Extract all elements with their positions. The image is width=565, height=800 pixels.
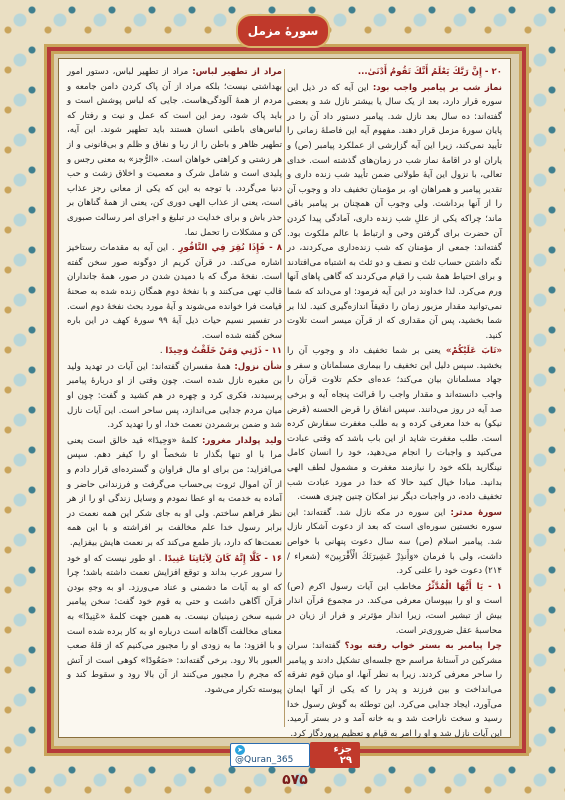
section-heading: سورهٔ مدثر: bbox=[450, 507, 502, 518]
body-text: مراد از تطهیر لباس، دستور امور بهداشتی نیست؛ بلکه مراد از آن پاک کردن دامن جامعه و مردم از همهٔ آلودگی‌هاست. جایی که لباس پوشش است و باید پاک شود، رمز این است که عمل و نیت و رفتار که لباس‌های باطنی انسان هستند باید تطهیر شوند. این آیه، تطهیر ظاهر و باطن را از ربا و نفاق و ظلم و بی‌قانونی و از هر زشتی و کراهتی خواهان است. «الرُّجز» به معنی رجس و پلیدی است و شامل شرک و معصیت و اخلاق زشت و حب دنیا می‌گردد. با توجه به این که یکی از معانی رجز عذاب است، یعنی از عذاب الهی دوری کن، یعنی از همهٔ گناهان بر حذر باش و برای خدایت در تبلیغ و اجرای امر رسالت صبوری کن و مشکلات را تحمل نما. bbox=[67, 67, 282, 238]
footer-badges bbox=[230, 742, 360, 768]
body-text: این آیه که در ذیل این سوره قرار دارد، بعد از یک سال یا بیشتر نازل شد و بعضی گفته‌اند: ده سال بعد نازل شد. پیامبر دستور داد آن را در پایان سورهٔ مزمل قرار دهند. مفهوم آیه این فاصلهٔ زمانی را تأیید نمی‌کند، زیرا این آیه گزارشی از عملکرد پیامبر (ص) و یاران او در اقامهٔ نماز شب در زمان‌های گذشته است. خدای تعالی، با نزول این آیهٔ طولانی ضمن تأیید شب زنده داری و تقدیر پیامبر و همراهان او، بر مؤمنان تخفیف داد و وجوب آن را از آنها برداشت. ولی وجوب آن همچنان بر پیامبر باقی ماند؛ چراکه یکی از عللِ شب زنده داری، آمادگی پیدا کردن آن حضرت برای گرفتن وحی و ارتباط با عالم ملکوت بود. گفته‌اند: جمعی از مؤمنان که شب زنده‌داری می‌کردند، در نگه داشتن حساب ثلث و نصف و دو ثلث به اشتباه می‌افتادند و برای احتیاط همهٔ شب را قیام می‌کردند که گاهی پاهای آنها ورم می‌کرد. لذا خداوند در این آیه فرمود: او می‌داند که شما نمی‌توانید مقدار مزبور زمان را دقیقاً اندازه‌گیری کنید. لذا بر شما بخشید، پس آن مقداری که از قرآن میسر است تلاوت کنید. bbox=[287, 82, 502, 341]
page-footer bbox=[230, 742, 360, 788]
right-column-paragraph bbox=[287, 81, 502, 344]
telegram-icon: ➤ bbox=[235, 745, 245, 755]
verse-text: ۱ - يَا أَيُّهَا الْمُدَّثِّرُ bbox=[426, 581, 502, 592]
section-heading: شأن نزول: bbox=[234, 361, 283, 372]
right-column-paragraph bbox=[287, 639, 502, 741]
verse-text: ۱۶ - كَلَّا إِنَّهُ كَانَ لِآيَاتِنَا عَنِيدًا bbox=[164, 553, 282, 564]
body-text: مخاطب این آیات رسول اکرم (ص) است و او را بیپوسان معرفی می‌کند. در مجموع قرآن انذار بیش از تبشیر است، زیرا انذار مؤثرتر و فرار از زیان در محاسبهٔ عقل ضروری‌تر است. bbox=[287, 581, 502, 636]
verse-text: ۲۰ - إِنَّ رَبَّكَ يَعْلَمُ أَنَّكَ تَقُومُ أَدْنَىٰ... bbox=[357, 67, 502, 77]
body-text: . این آیه به مقدمات رستاخیز اشاره می‌کند. در قرآن کریم از دوگونه صور سخن گفته است. نفخهٔ مرگ که با دمیدن شدن در صور، همهٔ جانداران قالب تهی می‌کنند و با نفخهٔ دوم همگان زنده شده به صحنهٔ قیامت فرا خوانده می‌شوند و آیهٔ مورد بحث نفخهٔ دوم است. در تفسیر نسیم حیات ذیل آیهٔ ۹۹ سورهٔ کهف در این باره سخن گفته شده است. bbox=[67, 243, 282, 341]
right-column-paragraph bbox=[287, 506, 502, 579]
left-column-paragraph bbox=[67, 434, 282, 551]
verse-text: «تَابَ عَلَيْكُمْ» bbox=[445, 346, 503, 357]
right-column-paragraph bbox=[287, 580, 502, 638]
section-heading: ولید پولدار مغرور: bbox=[201, 435, 283, 446]
left-column-paragraph bbox=[67, 360, 282, 433]
channel-handle-text: @Quran_365 bbox=[235, 755, 294, 765]
surah-title: سورهٔ مزمل bbox=[247, 24, 319, 38]
body-text: یعنی بر شما تخفیف داد و وجوب آن را بخشید. سپس دلیل این تخفیف را بیماری مسلمانان و سفر و جهاد مسلمانان بیان می‌کند؛ عده‌ای حکم تلاوت قرآن را واجب دانسته‌اند و مقدار واجب را قرائت پنجاه آیه و برخی صد آیه در روز می‌دانند. سپس انفاق را قرض الحسنه (قرض نیکو) به خدا معرفی کرده و به طلب مغفرت سفارش کرده است. طلب مغفرت شاید از این باب باشد که وقتی عبادت می‌کنید و واجبات را انجام می‌دهید، خود را انسان کامل نینگارید بلکه خود را نیازمند مغفرت و مشمول لطف الهی بدانید. مبادا خیال کنید حالا که خدا در مورد عبادت شب تخفیف داده، در واجبات دیگر نیز امکان چنین چیزی هست. bbox=[287, 346, 502, 503]
left-column-paragraph bbox=[67, 552, 282, 698]
section-heading: چرا پیامبر به بستر خواب رفته بود؟ bbox=[344, 641, 502, 652]
surah-title-badge bbox=[236, 14, 330, 48]
right-column-paragraph bbox=[287, 344, 502, 505]
body-text: . او طور نیست که او خود را سرور عرب بداند و توقع افزایش نعمت داشته باشد؛ چرا که او به آیات ما دشمنی و عناد می‌ورزد. او به وجهِ بودن قرآن آگاهی داشت و حتی به قوم خود گفت: سخن پیامبر شبیه سخن زمینیان نیست. به همین جهت کلمهٔ «عَنِيدًا» به معنای مخالفت آگاهانه است درباره او به کار برده شده است و با افزود: ما به زودی او را مجبور می‌کنیم که از قلهٔ صعب العبور بالا رود. برخی گفته‌اند: «صَعُودًا» کوهی است از آتش که مجرم را مجبور می‌کنند از آن بالا رود و سقوط کند و پیوسته تکرار می‌شود. bbox=[67, 553, 282, 695]
right-column-paragraph bbox=[287, 65, 502, 80]
verse-text: ۱۱ - ذَرْنِي وَمَنْ خَلَقْتُ وَحِيدًا bbox=[165, 346, 282, 357]
page-number: ۵۷۵ bbox=[282, 772, 308, 788]
left-column-paragraph bbox=[67, 65, 282, 240]
body-text: همهٔ مفسران گفته‌اند: این آیات در تهدید ولید بن مغیره نازل شده است. چون وقتی از او دربارهٔ پیامبر پرسیدند، فکری کرد و چهره در هم کشید و گفت: چون او میان مردم جدایی می‌اندازد، پس ساحر است. این آیات نازل شد و ضمن برشمردن نعمت خدا، او را تهدید کرد. bbox=[67, 361, 282, 431]
left-column-paragraph bbox=[67, 241, 282, 343]
body-text: این سوره در مکه نازل شد. گفته‌اند: این سوره نخستین سوره‌ای است که بعد از دعوت آشکار نازل شد. پیامبر اسلام (ص) سه سال دعوت پنهانی با خواص داشت، ولی با فرمان «وَأَنذِرْ عَشِيرَتَكَ الْأَقْرَبِينَ» (شعراء / ۲۱۴) دعوت خود را علنی کرد. bbox=[287, 507, 502, 577]
column-divider bbox=[284, 69, 285, 727]
body-text: کلمهٔ «وَحِيدًا» قید خالق است یعنی مرا با او تنها بگذار تا شخصاً او را کیفر دهم. سپس می‌افزاید: من برای او مال فراوان و گسترده‌ای قرار دادم و از آن اموال ثروت بی‌حساب می‌گرفت و فرزندانی حاضر و آماده به خدمت به او عطا نمودم و وسایل زندگی او را از هر نظر فراهم ساختم. ولی او به جای شکر این همه نعمت در برابر رسول خدا علم مخالفت بر افراشته و با این همه نعمت‌ها که دارد، باز طمع می‌کند که بر نعمت هایش بیفزایم. bbox=[67, 435, 282, 548]
verse-text: ۸ - فَإِذَا نُقِرَ فِي النَّاقُورِ bbox=[178, 243, 283, 254]
body-text: گفته‌اند: سران مشرکین در آستانهٔ مراسم حج جلسه‌ای تشکیل دادند و پیامبر را ساحر معرفی کردند. زیرا به نظر آنها، او میان قوم تفرقه می‌انداخت و بین فرزند و پدر را که یکی از آنها ایمان می‌آورد، ایجاد جدایی می‌کرد. این توطئه به گوش رسول خدا رسید و سخت ناراحت شد و به خانه آمد و در بستر آرمید. این آیات نازل شد و او را امر به قیام و تعظیم پروردگار کرد. bbox=[287, 641, 502, 739]
section-heading: نماز شب بر پیامبر واجب بود: bbox=[372, 82, 502, 93]
section-heading: مراد از تطهیر لباس: bbox=[192, 67, 282, 77]
content-panel bbox=[58, 58, 511, 738]
left-column bbox=[67, 65, 282, 731]
right-column bbox=[287, 65, 503, 739]
left-column-paragraph bbox=[67, 344, 282, 359]
juz-label: جزء ۲۹ bbox=[310, 742, 360, 768]
channel-handle[interactable] bbox=[230, 743, 310, 767]
body-text: . bbox=[159, 346, 163, 357]
